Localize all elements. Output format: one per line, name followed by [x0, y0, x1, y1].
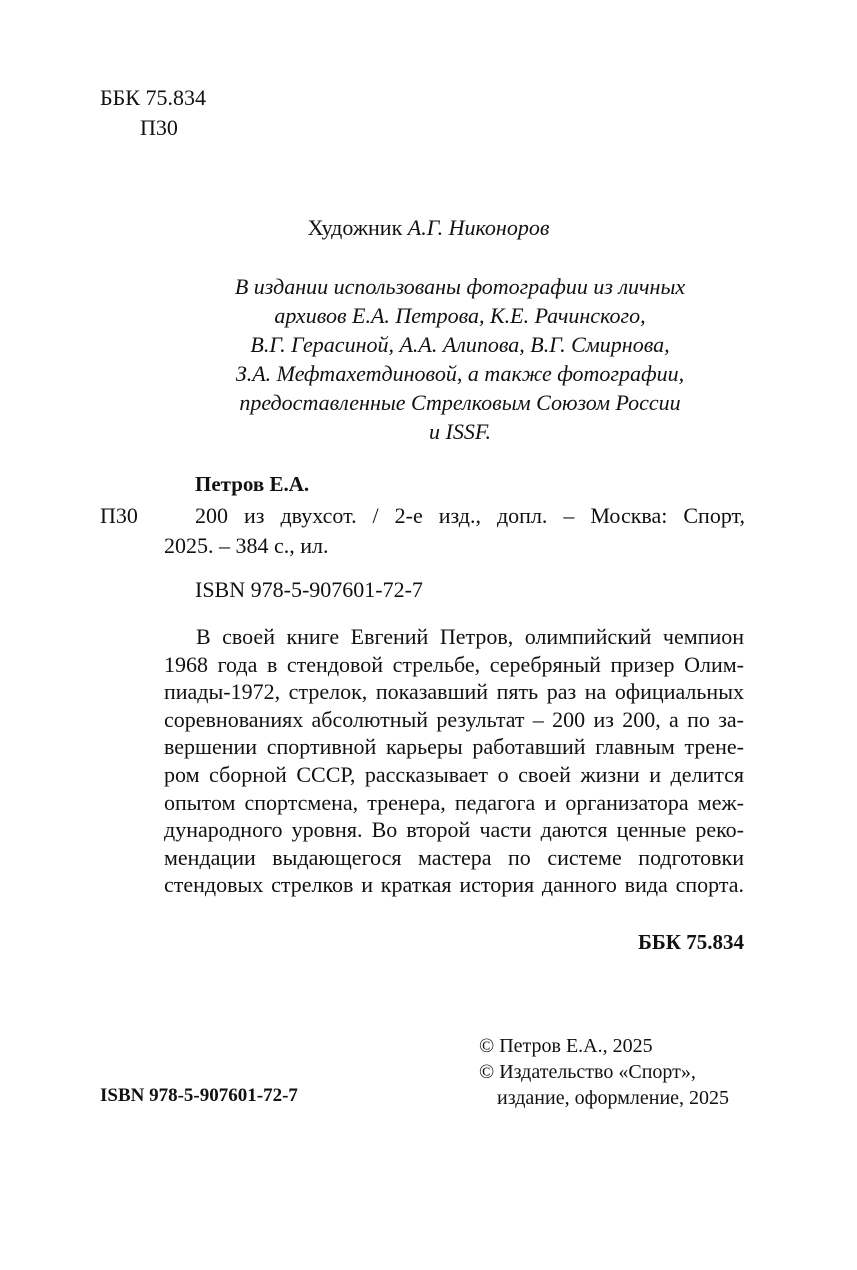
- copyright-publisher: © Издательство «Спорт»,: [479, 1061, 696, 1083]
- imprint-line: 200 из двухсот. / 2-е изд., допл. – Москва: Спорт,: [195, 503, 745, 528]
- copyright-author: © Петров Е.А., 2025: [479, 1035, 653, 1057]
- shelf-code: П30: [100, 503, 138, 528]
- imprint-line: 2025. – 384 с., ил.: [164, 533, 329, 558]
- bbk-code-top: ББК 75.834: [100, 85, 206, 110]
- photo-credits-line: З.А. Мефтахетдиновой, а также фотографии,: [235, 361, 685, 386]
- shelf-code-top: П30: [140, 115, 178, 140]
- annotation-line: вершении спортивной карьеры работавший главным трене-: [164, 734, 744, 760]
- annotation: [164, 623, 744, 899]
- photo-credits-line: В издании использованы фотографии из личных: [234, 274, 686, 299]
- photo-credits-line: архивов Е.А. Петрова, К.Е. Рачинского,: [274, 303, 646, 328]
- isbn: ISBN 978-5-907601-72-7: [195, 577, 423, 602]
- bbk-code-bottom: ББК 75.834: [638, 930, 744, 954]
- artist-name: А.Г. Никоноров: [407, 215, 550, 240]
- annotation-line: 1968 года в стендовой стрельбе, серебряный призер Олим-: [164, 651, 744, 677]
- annotation-line: ром сборной СССР, рассказывает о своей жизни и делится: [164, 761, 744, 787]
- annotation-line: мендации выдающегося мастера по системе подготовки: [164, 844, 744, 870]
- artist-label: Художник: [307, 215, 403, 240]
- artist-credit: [0, 214, 857, 242]
- photo-credits-line: предоставленные Стрелковым Союзом России: [239, 390, 681, 415]
- annotation-line: пиады-1972, стрелок, показавший пять раз на официальных: [164, 679, 744, 705]
- annotation-line: стендовых стрелков и краткая история данного вида спорта.: [164, 872, 744, 898]
- author-heading: Петров Е.А.: [195, 472, 310, 496]
- annotation-line: соревнованиях абсолютный результат – 200 из 200, а по за-: [164, 706, 744, 732]
- photo-credits-line: и ISSF.: [429, 419, 491, 444]
- copyright-publisher-continued: издание, оформление, 2025: [497, 1087, 730, 1109]
- annotation-line: опытом спортсмена, тренера, педагога и организатора меж-: [164, 789, 744, 815]
- isbn-bottom: ISBN 978-5-907601-72-7: [100, 1085, 298, 1106]
- annotation-line: дународного уровня. Во второй части даются ценные реко-: [164, 817, 744, 843]
- photo-credits: [130, 272, 790, 446]
- photo-credits-line: В.Г. Герасиной, А.А. Алипова, В.Г. Смирнова,: [250, 332, 670, 357]
- annotation-line: В своей книге Евгений Петров, олимпийский чемпион: [196, 624, 744, 649]
